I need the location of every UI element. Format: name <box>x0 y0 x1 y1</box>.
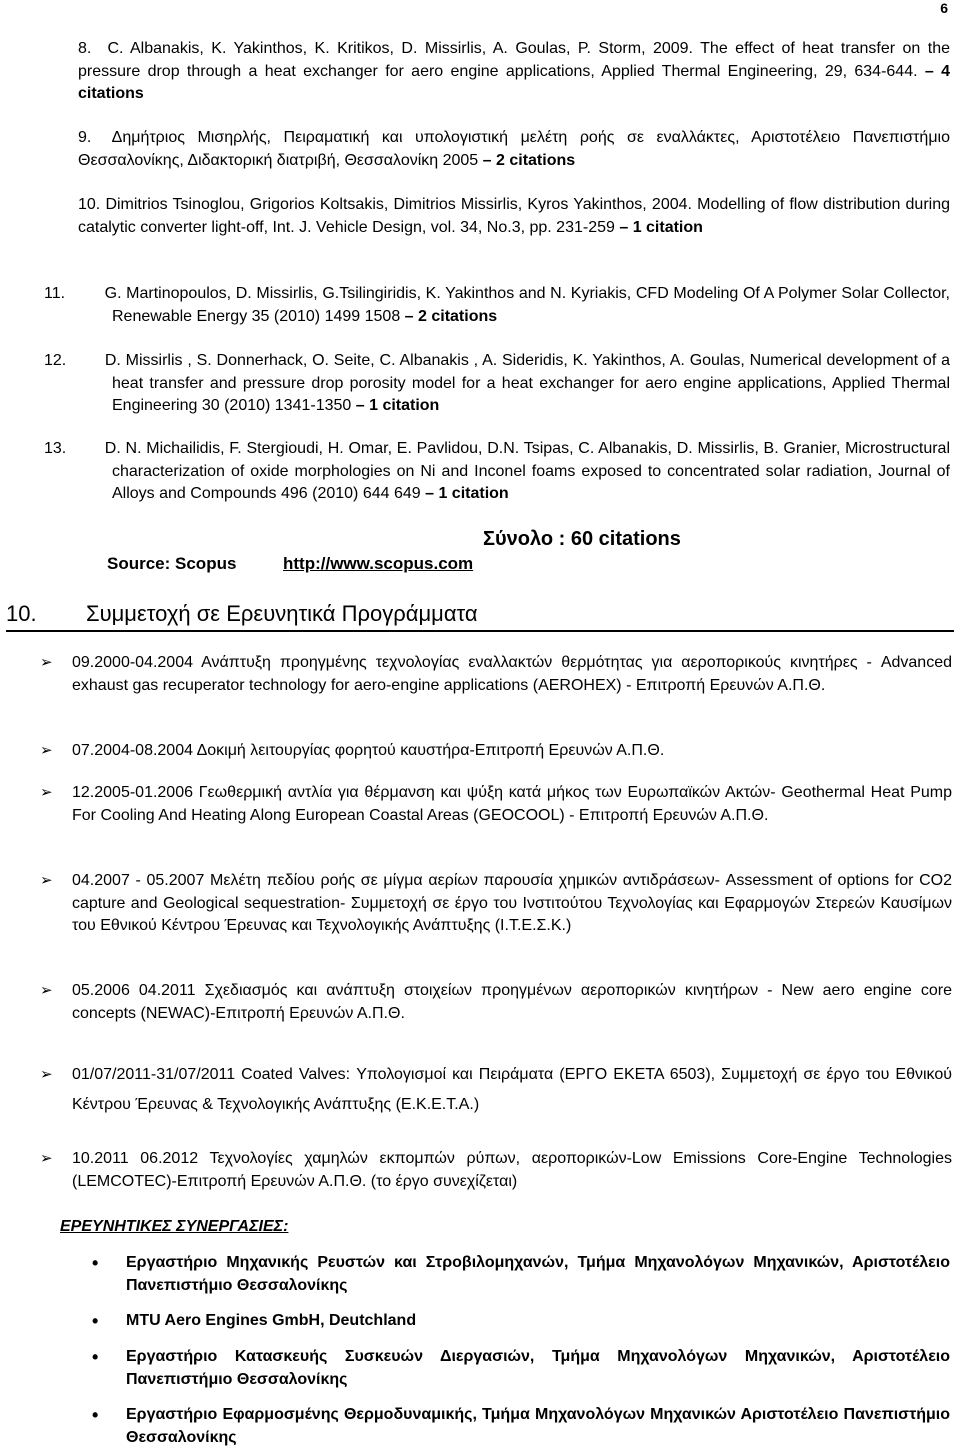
reference-text: G. Martinopoulos, D. Missirlis, G.Tsilingiridis, K. Yakinthos and N. Kyriakis, CFD Modeling Of A Polymer Solar Collector, Renewable Energy 35 (2010) 1499 1508 <box>104 285 950 325</box>
reference-citations: – 1 citation <box>425 485 509 502</box>
reference-citations: – 1 citation <box>355 397 440 414</box>
reference-citations: – 4 citations <box>78 62 950 102</box>
partner-item <box>92 1404 950 1449</box>
partner-text: Εργαστήριο Μηχανικής Ρευστών και Στροβιλομηχανών, Τμήμα Μηχανολόγων Μηχανικών, Αριστοτέλειο Πανεπιστήμιο Θεσσαλονίκης <box>126 1254 950 1294</box>
reference-item <box>44 438 951 506</box>
arrow-bullet-icon: ➢ <box>40 784 53 801</box>
reference-item <box>44 350 950 418</box>
arrow-bullet-icon: ➢ <box>40 1066 53 1083</box>
arrow-bullet-icon: ➢ <box>40 654 53 671</box>
reference-text: C. Albanakis, K. Yakinthos, K. Kritikos, D. Missirlis, A. Goulas, P. Storm, 2009. The effect of heat transfer on the pressure drop through a heat exchanger for aero engine applications, Applied Thermal Engineering, 29, 634-644. <box>78 40 951 80</box>
section-heading <box>6 598 954 632</box>
project-item <box>40 652 952 697</box>
citations-total: Σύνολο : 60 citations <box>483 528 681 550</box>
project-text: 12.2005-01.2006 Γεωθερμική αντλία για θέρμανση και ψύξη κατά μήκος των Ευρωπαϊκών Ακτών- Geothermal Heat Pump For Cooling And Heating Along European Coastal Areas (GEOCOOL) - Επιτροπή Ερευνών Α.Π.Θ. <box>72 784 952 824</box>
reference-number: 8. <box>78 40 92 57</box>
project-item <box>40 740 952 763</box>
project-text: 01/07/2011-31/07/2011 Coated Valves: Υπολογισμοί και Πειράματα (ΕΡΓΟ ΕΚΕΤΑ 6503), Συμμετοχή σε έργο του Εθνικού Κέντρου Έρευνας & Τεχνολογικής Ανάπτυξης (Ε.Κ.Ε.Τ.Α.) <box>72 1066 952 1113</box>
reference-text: Dimitrios Tsinoglou, Grigorios Koltsakis, Dimitrios Missirlis, Kyros Yakinthos, 2004. Modelling of flow distribution during catalytic converter light-off, Int. J. Vehicle Design, vol. 34, No.3, pp. 231-259 <box>78 196 950 236</box>
arrow-bullet-icon: ➢ <box>40 1150 53 1167</box>
reference-item <box>78 38 950 106</box>
cooperations-heading: ΕΡΕΥΝΗΤΙΚΕΣ ΣΥΝΕΡΓΑΣΙΕΣ: <box>60 1218 289 1235</box>
disc-bullet-icon: • <box>92 1347 99 1367</box>
arrow-bullet-icon: ➢ <box>40 982 53 999</box>
reference-number: 13. <box>44 440 67 457</box>
disc-bullet-icon: • <box>92 1405 99 1425</box>
project-item <box>40 782 952 827</box>
arrow-bullet-icon: ➢ <box>40 872 53 889</box>
reference-text: D. Missirlis , S. Donnerhack, O. Seite, C. Albanakis , A. Sideridis, K. Yakinthos, A. Goulas, Numerical development of a heat transfer and pressure drop porosity model for a heat exchanger for aero engine applications, Applied Thermal Engineering 30 (2010) 1341-1350 <box>104 352 950 414</box>
project-text: 05.2006 04.2011 Σχεδιασμός και ανάπτυξη στοιχείων προηγμένων αεροπορικών κινητήρων - New aero engine core concepts (NEWAC)-Επιτροπή Ερευνών Α.Π.Θ. <box>72 982 952 1022</box>
section-title: Συμμετοχή σε Ερευνητικά Προγράμματα <box>86 601 478 626</box>
source-label: Source: Scopus <box>107 554 237 573</box>
reference-number: 9. <box>78 129 92 146</box>
reference-citations: – 1 citation <box>619 218 703 236</box>
partner-item <box>92 1346 950 1391</box>
project-item <box>40 980 952 1025</box>
partner-text: Εργαστήριο Εφαρμοσμένης Θερμοδυναμικής, Τμήμα Μηχανολόγων Μηχανικών Αριστοτέλειο Πανεπιστήμιο Θεσσαλονίκης <box>126 1406 950 1446</box>
project-item <box>40 1148 952 1193</box>
partner-text: MTU Aero Engines GmbH, Deutchland <box>126 1312 417 1329</box>
partner-item <box>92 1310 950 1333</box>
scopus-link[interactable]: http://www.scopus.com <box>283 554 474 573</box>
reference-citations: – 2 citations <box>404 307 498 325</box>
reference-item <box>44 283 950 328</box>
reference-number: 11. <box>44 285 66 302</box>
reference-text: Δημήτριος Μισηρλής, Πειραματική και υπολογιστική μελέτη ροής σε εναλλάκτες, Αριστοτέλειο Πανεπιστήμιο Θεσσαλονίκης, Διδακτορική διατριβή, Θεσσαλονίκη 2005 <box>78 129 951 169</box>
disc-bullet-icon: • <box>92 1253 99 1273</box>
partner-text: Εργαστήριο Κατασκευής Συσκευών Διεργασιών, Τμήμα Μηχανολόγων Μηχανικών, Αριστοτέλειο Πανεπιστήμιο Θεσσαλονίκης <box>126 1348 950 1388</box>
reference-item <box>78 194 950 239</box>
project-item <box>40 870 952 938</box>
partner-item <box>92 1252 950 1297</box>
disc-bullet-icon: • <box>92 1311 99 1331</box>
arrow-bullet-icon: ➢ <box>40 742 53 759</box>
section-number: 10. <box>6 601 37 626</box>
reference-number: 10. <box>78 196 101 213</box>
reference-citations: – 2 citations <box>482 151 576 169</box>
reference-number: 12. <box>44 352 67 369</box>
project-text: 07.2004-08.2004 Δοκιμή λειτουργίας φορητού καυστήρα-Επιτροπή Ερευνών Α.Π.Θ. <box>72 742 665 759</box>
project-text: 04.2007 - 05.2007 Μελέτη πεδίου ροής σε μίγμα αερίων παρουσία χημικών αντιδράσεων- Assessment of options for CO2 capture and Geological sequestration- Συμμετοχή σε έργο του Ινστιτούτου Τεχνολογίας και Εφαρμογών Στερεών Καυσίμων του Εθνικού Κέντρου Έρευνας και Τεχνολογικής Ανάπτυξης (Ι.Τ.Ε.Σ.Κ.) <box>72 872 952 934</box>
project-text: 10.2011 06.2012 Τεχνολογίες χαμηλών εκπομπών ρύπων, αεροπορικών-Low Emissions Core-Engine Technologies (LEMCOTEC)-Επιτροπή Ερευνών Α.Π.Θ. (το έργο συνεχίζεται) <box>72 1150 952 1190</box>
reference-item <box>78 127 950 172</box>
project-item <box>40 1060 952 1120</box>
project-text: 09.2000-04.2004 Ανάπτυξη προηγμένης τεχνολογίας εναλλακτών θερμότητας για αεροπορικούς κινητήρες - Advanced exhaust gas recuperator technology for aero-engine applications (AEROHEX) - Επιτροπή Ερευνών Α.Π.Θ. <box>72 654 952 694</box>
page-number: 6 <box>940 0 948 16</box>
reference-text: D. N. Michailidis, F. Stergioudi, H. Omar, E. Pavlidou, D.N. Tsipas, C. Albanakis, D. Missirlis, B. Granier, Microstructural characterization of oxide morphologies on Ni and Inconel foams exposed to concentrated solar radiation, Journal of Alloys and Compounds 496 (2010) 644 649 <box>104 440 951 502</box>
